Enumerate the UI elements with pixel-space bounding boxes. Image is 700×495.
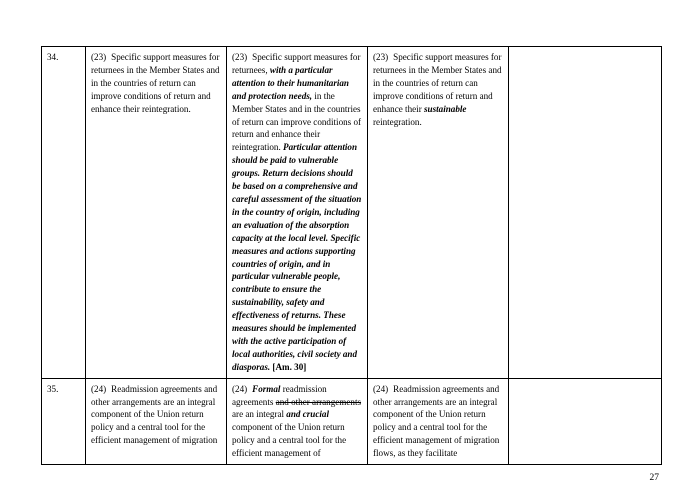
comparison-table xyxy=(41,46,662,465)
paragraph-body xyxy=(373,52,502,127)
paragraph-label: (23) xyxy=(91,52,107,62)
paragraph-text xyxy=(91,51,221,116)
paragraph-text xyxy=(373,383,503,460)
row-0-column-d xyxy=(509,47,662,379)
segment-normal: in the Member States and in the countries of return can improve conditions of return and enhance their reintegration. xyxy=(232,90,362,153)
segment-emphasis: Particular attention should be paid to vulnerable groups. Return decisions should be based on a comprehensive and careful assessment of the situation in the country of origin, including an evaluation of the absorption capacity at the local level. Specific measures and actions supporting countries of origin, and in particular vulnerable people, contribute to ensure the sustainability, safety and effectiveness of returns. These measures should be implemented with the active participation of local authorities, civil society and diasporas. xyxy=(232,142,362,372)
row-0-column-b xyxy=(227,47,368,379)
amendment-reference: [Am. 30] xyxy=(270,361,307,372)
paragraph-body xyxy=(232,52,361,372)
segment-emphasis: and crucial xyxy=(286,409,329,420)
table-row xyxy=(42,378,662,464)
segment-normal: Specific support measures for returnees in the Member States and in the countries of return can improve conditions of return and enhance their xyxy=(373,52,502,114)
paragraph-body: Specific support measures for returnees in the Member States and in the countries of return can improve conditions of return and enhance their reintegration. xyxy=(91,52,220,114)
paragraph-text xyxy=(232,51,362,374)
row-1-column-d xyxy=(509,378,662,464)
row-0-column-a xyxy=(86,47,227,379)
row-1-column-c xyxy=(368,378,509,464)
segment-emphasis: with a particular attention to their humanitarian and protection needs, xyxy=(232,64,349,101)
paragraph-body: Readmission agreements and other arrangements are an integral component of the Union return policy and a central tool for the efficient management of migration flows, as they facilitate xyxy=(373,383,500,459)
segment-normal: readmission agreements xyxy=(232,383,327,407)
segment-emphasis: sustainable xyxy=(424,103,467,114)
segment-normal: are an integral xyxy=(232,409,287,420)
row-1-column-b xyxy=(227,378,368,464)
segment-normal: component of the Union return policy and a central tool for the efficient management of xyxy=(232,422,347,459)
paragraph-label: (24) xyxy=(373,383,389,394)
paragraph-label: (24) xyxy=(232,383,248,394)
segment-deleted: and other arrangements xyxy=(275,396,362,407)
row-number: 34. xyxy=(47,52,59,62)
page-number: 27 xyxy=(649,473,659,483)
segment-normal: Specific support measures for returnees, xyxy=(232,52,361,75)
paragraph-label: (23) xyxy=(373,52,389,62)
paragraph-label: (24) xyxy=(91,383,107,394)
table-row xyxy=(42,47,662,379)
segment-emphasis: Formal xyxy=(252,383,281,394)
paragraph-text xyxy=(91,383,221,448)
segment-normal: reintegration. xyxy=(373,116,422,127)
row-number-cell xyxy=(42,47,86,379)
paragraph-text xyxy=(373,51,503,128)
table-body xyxy=(42,47,662,465)
row-1-column-a xyxy=(86,378,227,464)
row-number: 35. xyxy=(47,383,59,394)
paragraph-body xyxy=(232,384,361,459)
row-number-cell xyxy=(42,378,86,464)
paragraph-label: (23) xyxy=(232,52,248,62)
paragraph-body: Readmission agreements and other arrangements are an integral component of the Union return policy and a central tool for the efficient management of migration xyxy=(91,383,218,446)
paragraph-text xyxy=(232,383,362,460)
row-0-column-c xyxy=(368,47,509,379)
